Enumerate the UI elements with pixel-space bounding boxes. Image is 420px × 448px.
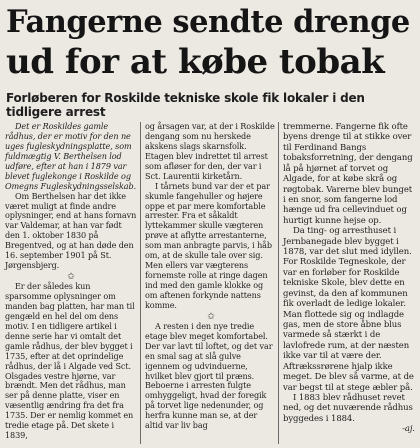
article-paragraph: tremmerne. Fangerne fik ofte byens drenge til at stikke over til Ferdinand Bangs tobaksforretning, der dengang lå på hjørnet af torvet og Algade, for at købe skrå og røgtobak. Varerne blev bunget i en snor, som fangerne lod hænge ud fra cellevinduet og hurtigt kunne hejse op. <box>283 122 413 226</box>
article-column-3 <box>283 122 415 435</box>
article-paragraph: Da ting- og arresthuset i Jernbanegade blev bygget i 1878, var det slut med idyllen. For Roskilde Tegneskole, der var en forløber for Roskilde tekniske Skole, blev dette en gevinst, da den af kommunen fik overladt de ledige lokaler. Man flottede sig og indlagde gas, men de store åbne blus varmede så stærkt i de lavlofrede rum, at der næsten ikke var til at være der. Aftrækssrørene hjalp ikke meget. De blev så varme, at de var begst til at stege æbler på. <box>283 226 414 393</box>
author-signature: -aj. <box>402 424 415 435</box>
section-separator-star: ✩ <box>67 272 75 283</box>
column-divider <box>278 122 279 444</box>
article-paragraph: I tårnets bund var der et par skumle fangehuller og højere oppe et par mere komfortable arrester. Fra et såkaldt lyttekammer skulle vægteren prøve at aflytte arrestanterne, som man anbragte parvis, i håb om, at de skulle tale over sig. Men ellers var vægterens fornemste rolle at ringe dagen ind med den gamle klokke og om aftenen forkynde nattens komme. <box>145 180 272 310</box>
column-divider <box>140 122 141 444</box>
article-column-1 <box>5 122 137 441</box>
subheadline: Forløberen for Roskilde tekniske skole fik lokaler i den tidligere arrest <box>6 91 365 119</box>
article-paragraph: Om Berthelsen har det ikke været muligt at finde andre oplysninger, end at hans fornavn var Valdemar, at han var født den 1. oktober 1830 på Bregentved, og at han døde den 16. september 1901 på St. Jørgensbjerg. <box>5 190 137 271</box>
article-intro: Det er Roskildes gamle rådhus, der er motiv for den ne uges fugleskydningsplatte, som fuldmægtig V. Berthelsen lod udføre, efter at han i 1879 var blevet fuglekonge i Roskilde og Omegns Fugleskydningsselskab. <box>5 121 137 191</box>
headline-line-2: ud for at købe tobak <box>6 42 385 82</box>
article-paragraph: Er der således kun sparsomme oplysninger om manden bag platten, har man til gengæld en hel del om dens motiv. I en tidligere artikel i denne serie har vi omtalt det gamle rådhus, der blev bygget i 1735, efter at det oprindelige rådhus, der lå i Algade ved Sct. Olsgades vestre hjørne, var brændt. Men det rådhus, man ser på denne platte, viser en væsentlig ændring fra det fra 1735. Der er nemlig kommet en tredie etage på. Det skete i 1839, <box>5 281 135 441</box>
article-column-2 <box>145 122 277 431</box>
section-separator-star: ✩ <box>207 311 215 322</box>
article-paragraph: A resten i den nye tredie etage blev meget komfortabel. Der var lavt til loftet, og det var en smal sag at slå gulve igennem og udvinduerne, hvilket blev gjort til præns. Beboerne i arresten fulgte omhyggeligt, hvad der foregik på torvet lige nedenunder, og herfra kunne man se, at der altid var liv bag <box>145 320 273 431</box>
article-paragraph: I 1883 blev rådhuset revet ned, og det nuværende rådhus byggedes i 1884. <box>283 392 413 424</box>
article-paragraph: og årsagen var, at der i Roskilde dengang som nu herskede akskens slags skarnsfolk. Etagen blev indrettet til arrest som afløser for den, der var i Sct. Laurentii kirketårn. <box>145 121 275 181</box>
headline-line-1: Fangerne sendte drenge <box>6 4 410 40</box>
